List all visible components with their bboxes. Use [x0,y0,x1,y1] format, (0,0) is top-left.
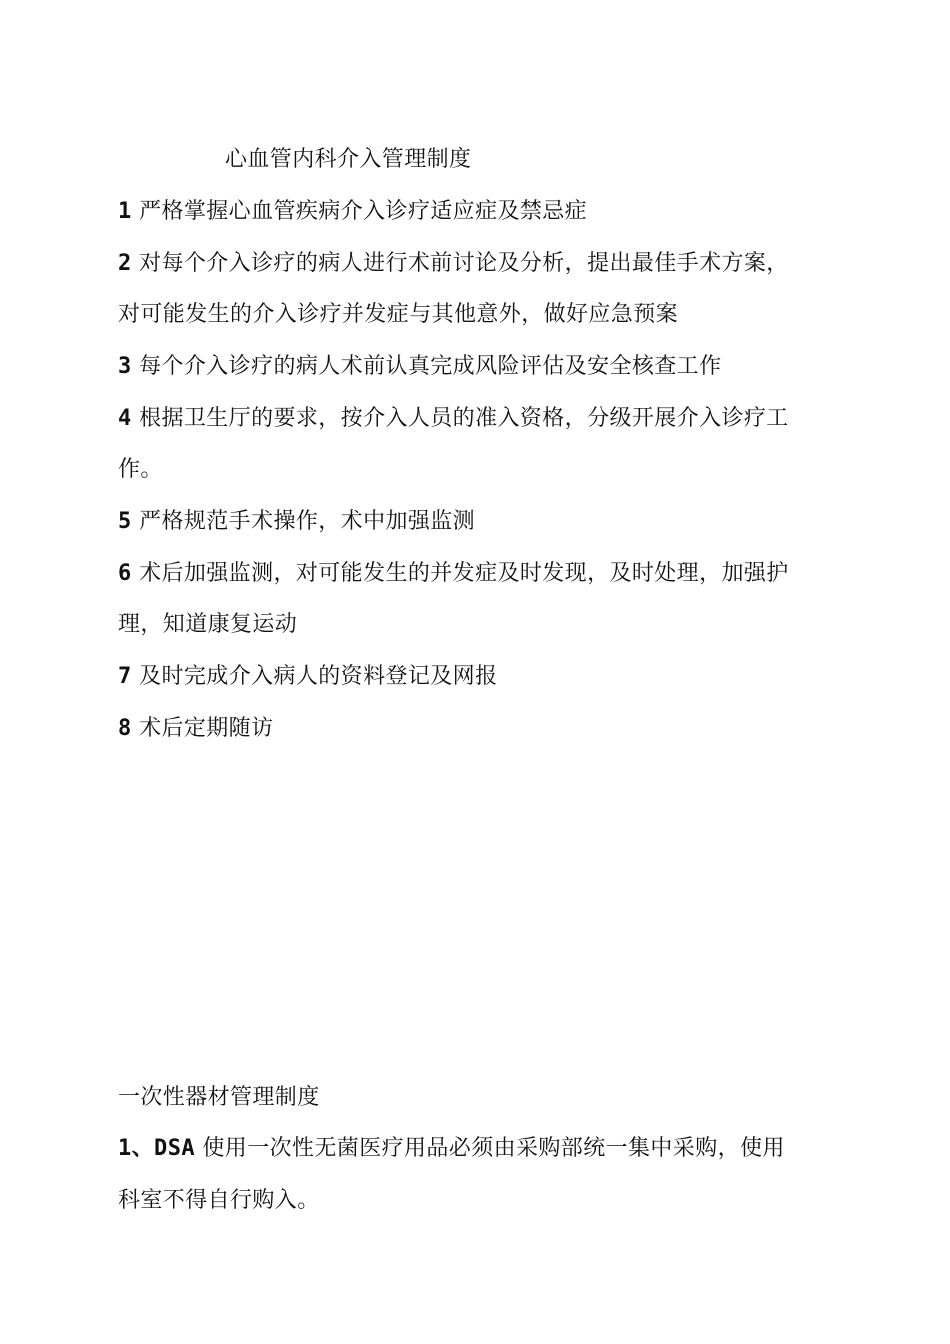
list-item [118,1135,838,1163]
item-text-continuation: 对可能发生的介入诊疗并发症与其他意外，做好应急预案 [118,302,679,327]
item-text: 严格掌握心血管疾病介入诊疗适应症及禁忌症 [139,199,588,224]
item-text: 术后定期随访 [139,716,274,741]
section1-title: 心血管内科介入管理制度 [225,147,472,172]
item-number: 2 [118,251,132,276]
item-text: 每个介入诊疗的病人术前认真完成风险评估及安全核查工作 [139,354,722,379]
list-item [118,250,838,278]
item-number: 5 [118,509,132,534]
item-number: 6 [118,561,132,586]
section2-title: 一次性器材管理制度 [118,1085,320,1110]
item-text: 使用一次性无菌医疗用品必须由采购部统一集中采购，使用 [202,1136,785,1161]
item-text-continuation: 理，知道康复运动 [118,612,298,637]
item-text: 严格规范手术操作，术中加强监测 [139,509,476,534]
list-item [118,508,838,536]
item-text: 及时完成介入病人的资料登记及网报 [139,664,498,689]
list-item [118,198,838,226]
item-number: 1、DSA [118,1136,195,1161]
list-item [118,560,838,588]
item-text: 对每个介入诊疗的病人进行术前讨论及分析，提出最佳手术方案， [139,251,789,276]
list-item [118,715,838,743]
item-text-continuation: 作。 [118,457,163,482]
list-item [118,663,838,691]
item-number: 3 [118,354,132,379]
item-text: 根据卫生厅的要求，按介入人员的准入资格，分级开展介入诊疗工 [139,406,789,431]
item-number: 7 [118,664,132,689]
item-number: 8 [118,716,132,741]
item-number: 4 [118,406,132,431]
list-item [118,405,838,433]
list-item [118,353,838,381]
item-text: 术后加强监测，对可能发生的并发症及时发现，及时处理，加强护 [139,561,789,586]
item-text-continuation: 科室不得自行购入。 [118,1188,320,1213]
item-number: 1 [118,199,132,224]
